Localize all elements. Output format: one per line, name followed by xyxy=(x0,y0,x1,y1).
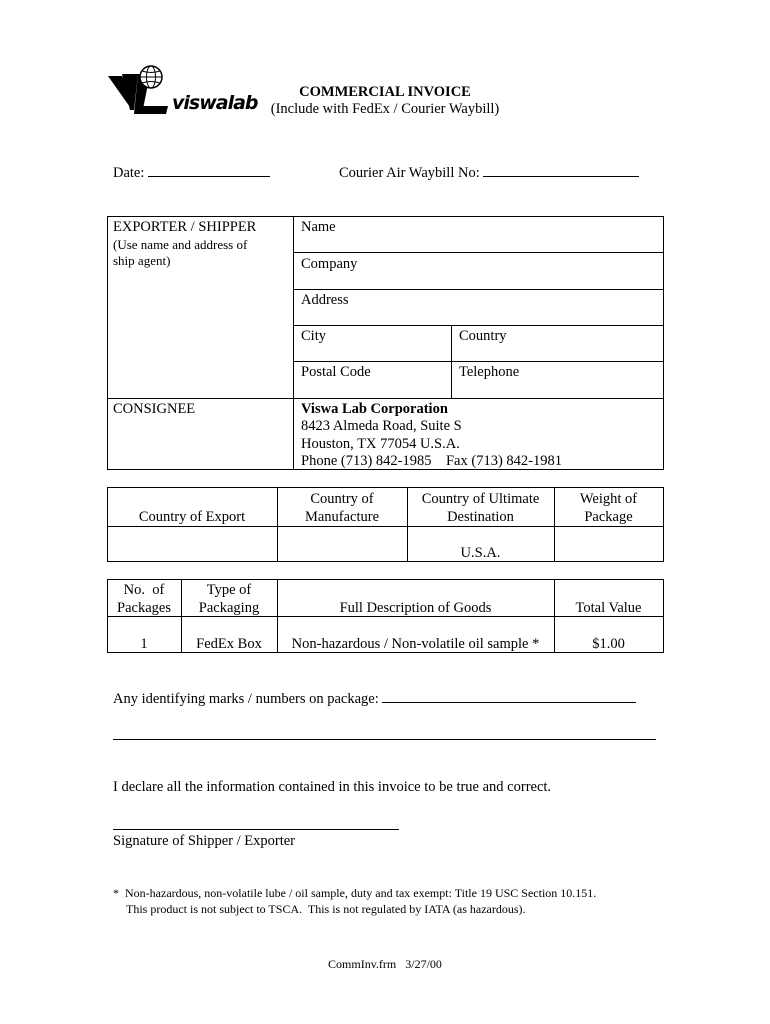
marks-line-2[interactable] xyxy=(113,739,656,740)
logo-vl-globe-icon xyxy=(108,64,178,116)
form-footer: CommInv.frm 3/27/00 xyxy=(328,957,442,971)
waybill-field[interactable] xyxy=(339,164,639,182)
col-manufacture-line2: Manufacture xyxy=(304,509,380,525)
date-blank[interactable] xyxy=(148,164,270,177)
waybill-label: Courier Air Waybill No: xyxy=(339,165,480,181)
city-field[interactable]: City xyxy=(301,328,326,344)
footnote-line2: This product is not subject to TSCA. This is not regulated by IATA (as hazardous). xyxy=(126,902,526,916)
country-field[interactable]: Country xyxy=(459,328,507,344)
row-type: FedEx Box xyxy=(196,636,262,652)
signature-label: Signature of Shipper / Exporter xyxy=(113,833,296,849)
marks-field[interactable] xyxy=(113,690,636,708)
col-weight-line1: Weight of xyxy=(579,491,638,507)
exporter-note-line2: ship agent) xyxy=(113,253,171,268)
page-subtitle: (Include with FedEx / Courier Waybill) xyxy=(270,101,500,117)
exporter-label: EXPORTER / SHIPPER xyxy=(113,219,257,235)
consignee-street: 8423 Almeda Road, Suite S xyxy=(301,418,462,434)
exporter-note-line1: (Use name and address of xyxy=(113,237,248,252)
marks-label: Any identifying marks / numbers on package: xyxy=(113,691,379,707)
date-field[interactable] xyxy=(113,164,270,182)
consignee-phone: Phone (713) 842-1985 Fax (713) 842-1981 xyxy=(301,453,562,469)
declaration-text: I declare all the information contained in this invoice to be true and correct. xyxy=(113,779,552,795)
postal-code-field[interactable]: Postal Code xyxy=(301,364,371,380)
row-description: Non-hazardous / Non-volatile oil sample * xyxy=(291,636,540,652)
col-manufacture-line1: Country of xyxy=(310,491,374,507)
address-field[interactable]: Address xyxy=(301,292,349,308)
col-packages-line2: Packages xyxy=(117,600,171,616)
col-packages-line1: No. of xyxy=(123,582,165,598)
col-destination-line2: Destination xyxy=(447,509,514,525)
destination-value: U.S.A. xyxy=(460,545,501,561)
row-value: $1.00 xyxy=(592,636,625,652)
col-description: Full Description of Goods xyxy=(339,600,492,616)
page-title: COMMERCIAL INVOICE xyxy=(299,84,471,100)
date-label: Date: xyxy=(113,165,145,181)
consignee-label: CONSIGNEE xyxy=(113,401,196,417)
row-packages: 1 xyxy=(140,636,148,652)
col-country-of-export: Country of Export xyxy=(138,509,246,525)
consignee-city: Houston, TX 77054 U.S.A. xyxy=(301,436,460,452)
col-type-line2: Packaging xyxy=(198,600,260,616)
col-total-value: Total Value xyxy=(575,600,642,616)
col-weight-line2: Package xyxy=(584,509,633,525)
signature-line[interactable] xyxy=(113,829,399,830)
name-field[interactable]: Name xyxy=(301,219,336,235)
marks-blank[interactable] xyxy=(382,690,636,703)
logo-text: viswalab xyxy=(172,92,258,114)
consignee-name: Viswa Lab Corporation xyxy=(301,401,448,417)
waybill-blank[interactable] xyxy=(483,164,639,177)
company-field[interactable]: Company xyxy=(301,256,358,272)
col-destination-line1: Country of Ultimate xyxy=(421,491,540,507)
footnote-line1: * Non-hazardous, non-volatile lube / oil sample, duty and tax exempt: Title 19 USC Section 10.151. xyxy=(113,886,597,900)
col-type-line1: Type of xyxy=(206,582,252,598)
telephone-field[interactable]: Telephone xyxy=(459,364,520,380)
